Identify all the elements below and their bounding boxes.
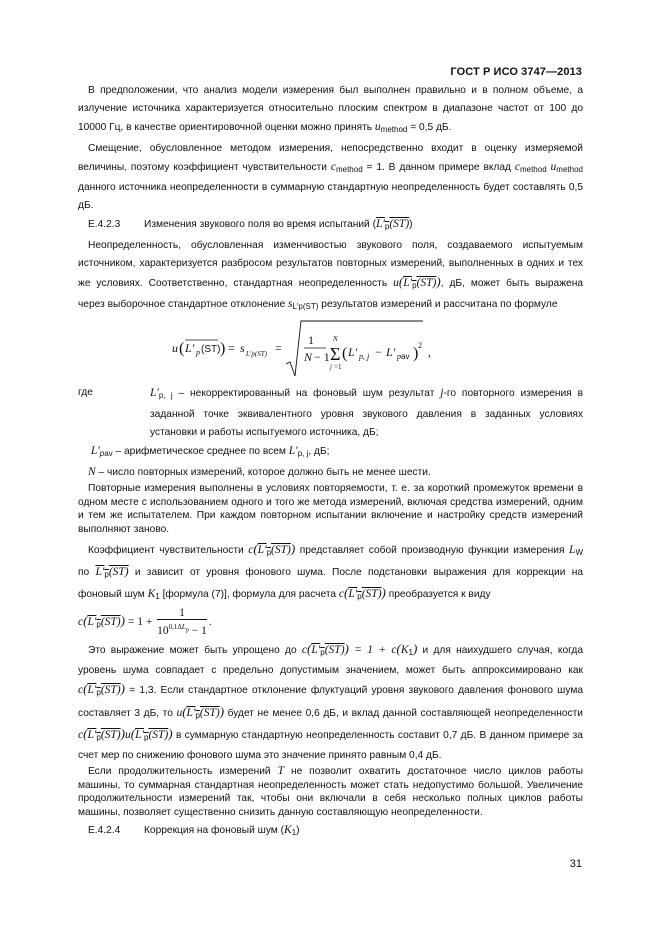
formula-sensitivity: $c(L'_p(ST)) = 1$ + $\frac{1}{10^{0,1\Delta L_p} - 1}$ . bbox=[78, 606, 212, 637]
svg-text:Σ: Σ bbox=[330, 344, 341, 365]
paragraph-simplification: Это выражение может быть упрощено до $c(L'_p(ST)) = 1 + c(K_1)$ и для наихудшего случая, когда уровень шума совпадает с предельно допустимым значением, может быть аппроксимировано как $c(L'_p(ST)) = 1,3$. Если стандартное отклонение флуктуаций уровня звукового давления фонового шума составляет 3 дБ, то $u(L'_p(ST))$ будет не менее 0,6 дБ, и вклад данной составляющей неопределенности $c(L'_p(ST))u(L'_p(ST))$ в суммарную стандартную неопределенность составит 0,7 дБ. В данном примере за счет мер по снижению фонового шума это значение принято равным 0,4 дБ. bbox=[78, 641, 583, 762]
svg-text:N: N bbox=[333, 335, 338, 344]
svg-text:L′: L′ bbox=[185, 341, 195, 356]
formula-c-method: $c_{method}$ bbox=[330, 160, 363, 174]
definition-lpj: где $L'_{p, j}$ – некорректированный на фоновый шум результат j-го повторного измерения в заданной точке эквивалентного уровня звукового давления в заданных условиях установки и работы испытуемого источника, дБ; bbox=[78, 387, 583, 438]
svg-text:− 1: − 1 bbox=[314, 350, 330, 365]
svg-text:1: 1 bbox=[308, 333, 314, 348]
svg-text:pav: pav bbox=[397, 352, 410, 362]
symbol-lpj: $L'_{p, j}$ bbox=[150, 387, 173, 401]
formula-lp-st: $L'_p(ST)$ bbox=[375, 218, 410, 232]
svg-text:=: = bbox=[275, 341, 282, 356]
symbol-lpav: $L'_{pav}$ bbox=[90, 445, 113, 459]
svg-text:N: N bbox=[304, 350, 313, 365]
svg-text:(ST): (ST) bbox=[201, 344, 221, 356]
section-heading-e423: E.4.2.3 Изменения звукового поля во время испытаний $(L'_p(ST))$ bbox=[88, 218, 413, 232]
page-number: 31 bbox=[569, 858, 582, 870]
svg-text:L′p(ST): L′p(ST) bbox=[246, 350, 267, 359]
formula-c-u-method: $c_{method}$ $u_{method}$ bbox=[514, 160, 583, 174]
paragraph-assumption: В предположении, что анализ модели измерения был выполнен правильно и в полном объеме, а излучение источника характеризуется относительно плоским спектром в диапазоне частот от 100 до 10000 Гц, в качестве ориентировочной оценки можно принять $u_{method} = 0,5$ дБ. bbox=[78, 85, 583, 135]
svg-text:=1: =1 bbox=[334, 363, 342, 372]
paragraph-method-bias: Смещение, обусловленное методом измерения, непосредственно входит в оценку измеряемой величины, поэтому коэффициент чувствительности $c_{method} = 1$. В данном примере вклад $c_{method}$ $u_{method}$ данного источника неопределенности в суммарную стандартную неопределенность будет составлять 0,5 дБ. bbox=[78, 142, 583, 212]
svg-text:,: , bbox=[428, 345, 431, 360]
paragraph-field-variation: Неопределенность, обусловленная изменчивостью звукового поля, создаваемого испытуемым источником, характеризуется разбросом результатов повторных измерений, выполненных в одних и тех же условиях. Соответственно, стандартная неопределенность $u(L'_p(ST))$, дБ, может быть выражена через выборочное стандартное отклонение $s_{L'p(ST)}$ результатов измерений и рассчитана по формуле bbox=[78, 239, 583, 312]
svg-text:p, j: p, j bbox=[359, 352, 370, 362]
svg-text:L′: L′ bbox=[386, 345, 396, 360]
paragraph-repeatability: Повторные измерения выполнены в условиях повторяемости, т. е. за короткий промежуток времени в одном месте с использованием одного и того же метода измерений, включая средства измерений, одним и тем же испытателем. При каждом повторном испытании включение и настройку средств измерений выполняют заново. bbox=[78, 483, 583, 535]
svg-text:): ) bbox=[413, 345, 419, 363]
formula-u-lp: $u(L'_p(ST))$ bbox=[393, 274, 441, 291]
svg-text:(: ( bbox=[342, 345, 348, 363]
svg-text:j: j bbox=[330, 363, 332, 372]
standard-header: ГОСТ Р ИСО 3747—2013 bbox=[450, 66, 582, 78]
svg-text:=: = bbox=[228, 341, 235, 356]
svg-text:p: p bbox=[196, 348, 200, 358]
svg-text:2: 2 bbox=[418, 341, 422, 351]
symbol-n: N bbox=[88, 466, 96, 479]
svg-text:−: − bbox=[375, 345, 382, 360]
formula-u-method: $u_{method}$ bbox=[374, 121, 408, 135]
paragraph-duration: Если продолжительность измерений T не позволит охватить достаточное число циклов работы машины, то суммарная стандартная неопределенность может стать недопустимо большой. Увеличение продолжительности измерений так, чтобы они включали в себя несколько полных циклов работы машины, позволяет существенно снизить данную составляющую неопределенности. bbox=[78, 765, 583, 818]
definition-n: N – число повторных измерений, которое должно быть не менее шести. bbox=[88, 466, 431, 479]
formula-s-lp: $s_{L'p(ST)}$ bbox=[288, 298, 319, 312]
document-body bbox=[78, 82, 583, 842]
svg-text:): ) bbox=[220, 340, 226, 358]
sqrt-formula-graphic bbox=[78, 318, 583, 380]
paragraph-sensitivity-coefficient: Коэффициент чувствительности $c(L'_p(ST))$ представляет собой производную функции измерения $L_W$ по $L'_p(ST)$ и зависит от уровня фонового шума. После подстановки выражения для коррекции на фоновый шум $K_1$ [формула (7)], формула для расчета $c(L'_p(ST))$ преобразуется к виду bbox=[78, 541, 583, 601]
section-heading-e424: E.4.2.4 Коррекция на фоновый шум $(K_1)$ bbox=[88, 824, 300, 838]
svg-text:(: ( bbox=[179, 340, 185, 358]
definition-lpav: $L'_{pav}$ – арифметическое среднее по всем $L'_{p, j}$, дБ; bbox=[90, 445, 330, 459]
svg-text:s: s bbox=[240, 341, 245, 356]
svg-text:u: u bbox=[172, 341, 178, 356]
svg-text:L′: L′ bbox=[348, 345, 358, 360]
formula-standard-deviation bbox=[78, 318, 583, 380]
